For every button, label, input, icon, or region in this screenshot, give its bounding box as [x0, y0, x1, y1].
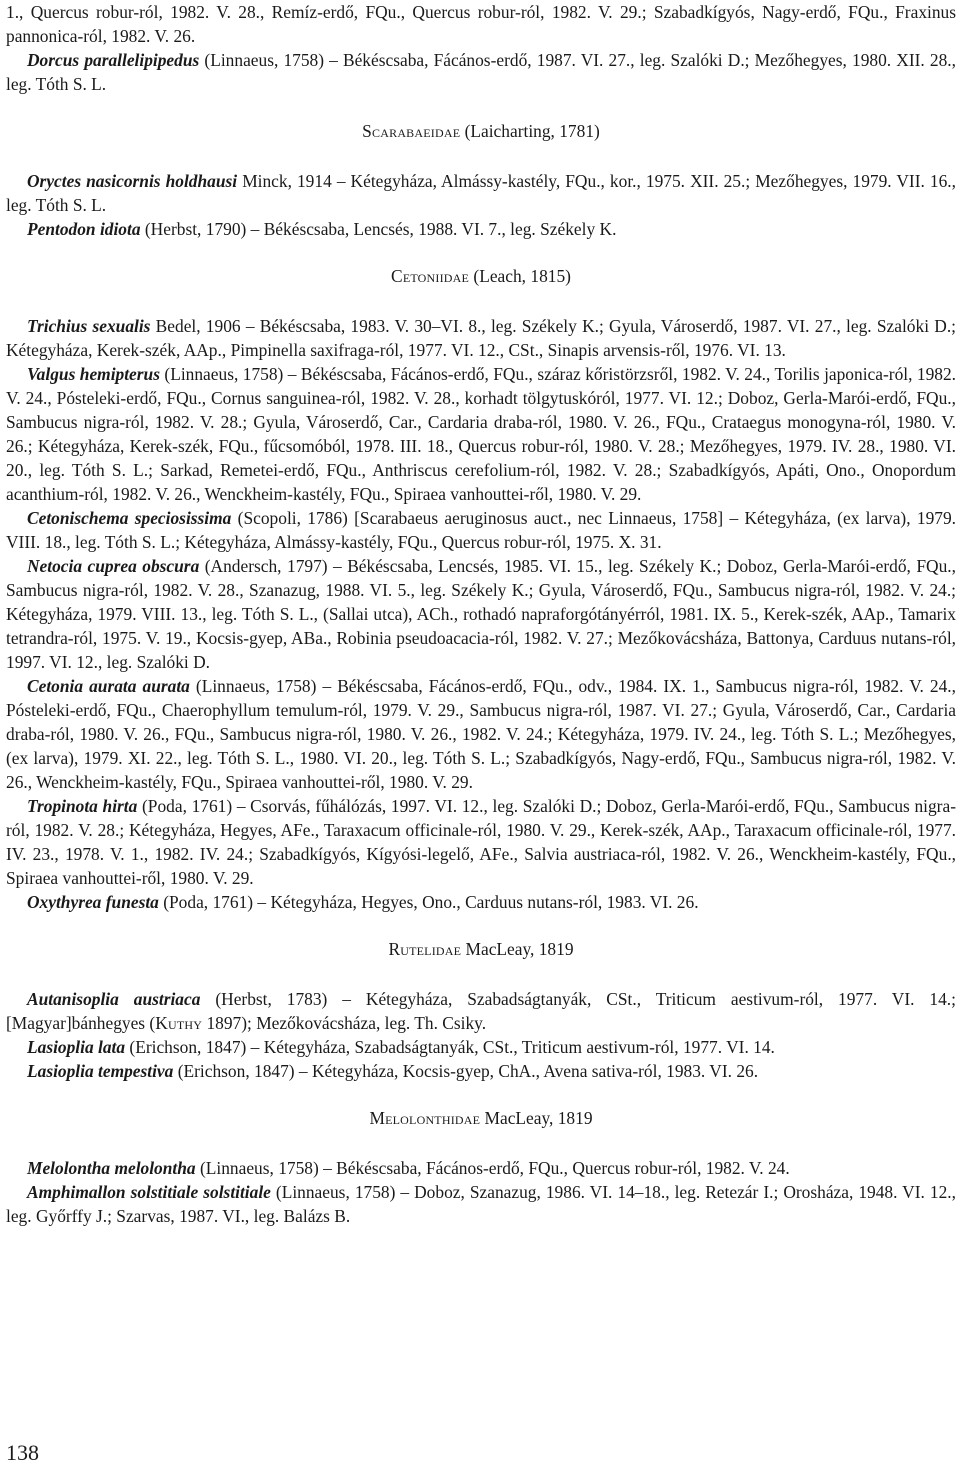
- italic-text: Sambucus nigra: [715, 676, 829, 696]
- text-run: .,: [322, 628, 337, 648]
- text-run: (Erichson, 1847) – Kétegyháza, Kocsis-gyep,: [173, 1061, 499, 1081]
- text-run: -ról, 1980. V. 26.,: [532, 412, 666, 432]
- text-run: (Linnaeus, 1758) – Békéscsaba, Fácános-erdő,: [159, 364, 494, 384]
- text-run: (Scopoli, 1786) [: [231, 508, 360, 528]
- italic-text: FQu: [916, 556, 948, 576]
- text-run: -ről, 1976. VI. 13.: [660, 340, 786, 360]
- text-run: (Linnaeus, 1758) – Békéscsaba, Fácános-erdő,: [195, 1158, 529, 1178]
- text-run: (Linnaeus, 1758) – Békéscsaba, Fácános-erdő,: [189, 676, 533, 696]
- text-run: .,: [534, 340, 548, 360]
- text-run: MacLeay, 1819: [461, 939, 574, 959]
- species-name: Valgus hemipterus: [27, 364, 160, 384]
- family-heading: [6, 241, 956, 314]
- family-name: Scarabaeidae: [362, 121, 461, 141]
- italic-text: Ono: [826, 460, 857, 480]
- text-run: -ról, 1982. V. 29.; Szabadkígyós, Nagy-erdő,: [515, 2, 849, 22]
- text-run: -ról, 1979. V. 29.,: [337, 700, 470, 720]
- text-run: .,: [947, 556, 956, 576]
- species-entry: [6, 506, 956, 554]
- italic-text: Salvia austriaca: [524, 844, 636, 864]
- text-run: -ról, 1982. V. 28., Remíz-erdő,: [133, 2, 366, 22]
- italic-text: Fraxinus pannonica: [6, 2, 957, 46]
- text-run: 1.,: [6, 2, 31, 22]
- italic-text: Taraxacum officinale: [323, 820, 472, 840]
- italic-text: FQu: [218, 436, 250, 456]
- text-run: (Laicharting, 1781): [460, 121, 600, 141]
- text-run: auct., nec Linnaeus, 1758] – Kétegyháza, (ex larva), 1979. VIII. 18., leg. Tóth S. L.; Kétegyháza, Almássy-kastély,: [6, 508, 957, 552]
- text-run: ., fűcsomóból, 1978. III. 18.,: [249, 436, 459, 456]
- text-run: Minck, 1914 – Kétegyháza, Almássy-kastély,: [237, 171, 566, 191]
- family-name: Melolonthidae: [369, 1108, 481, 1128]
- italic-text: Sambucus nigra: [6, 580, 119, 600]
- species-name: Amphimallon solstitiale solstitiale: [27, 1182, 271, 1202]
- text-run: -ról, 1982. V. 24., Pósteleki-erdő,: [6, 364, 957, 408]
- italic-text: FQu: [326, 460, 358, 480]
- text-run: .,: [947, 844, 957, 864]
- text-run: (Linnaeus, 1758) – Doboz, Szanazug, 1986. VI. 14–18., leg. Retezár I.; Orosháza, 1948. VI. 12., leg. Győrffy J.; Szarvas, 1987. VI., leg. Balázs B.: [6, 1182, 956, 1226]
- italic-text: Spiraea vanhouttei: [6, 868, 136, 888]
- text-run: -ról, 1980. V. 26.,: [44, 724, 175, 744]
- text-run: -ról, 1977. IV. 23., 1978. V. 1., 1982. IV. 24.; Szabadkígyós, Kígyósi-legelő,: [6, 820, 957, 864]
- species-entry: [6, 217, 956, 241]
- text-run: .,: [947, 388, 956, 408]
- italic-text: Cardaria draba: [427, 412, 533, 432]
- italic-text: CSt: [482, 1037, 510, 1057]
- italic-text: Triticum aestivum: [655, 989, 794, 1009]
- text-run: .,: [703, 580, 718, 600]
- text-run: .,: [396, 2, 413, 22]
- text-run: .,: [212, 772, 226, 792]
- italic-text: ACh: [416, 604, 450, 624]
- text-run: -ról, 1980. V. 28.; Mezőhegyes, 1979. IV. 28., 1980. VI. 20., leg. Tóth S. L.; Sarkad, Remetei-erdő,: [6, 436, 956, 480]
- italic-text: FQu: [174, 724, 206, 744]
- text-run: -ról, 1982. V. 24.: [671, 1158, 790, 1178]
- species-entry: [6, 314, 956, 362]
- italic-text: Sambucus nigra: [717, 580, 831, 600]
- italic-text: Crataegus monogyna: [711, 412, 861, 432]
- species-entry: [6, 362, 956, 506]
- text-run: -ról, 1982. V. 28.; Gyula, Városerdő,: [119, 412, 389, 432]
- text-run: -ról, 1982. V. 28., Szanazug, 1988. VI. 5., leg. Székely K.; Gyula, Városerdő,: [118, 580, 673, 600]
- italic-text: Carduus nutans: [465, 892, 573, 912]
- text-run: -ról, 1980. V. 26., 1982. V. 24.; Kétegyháza, 1979. IV. 24., leg. Tóth S. L.; Mezőhegyes, (ex larva), 1979. XI. 22., leg. Tóth S. L., 1980. VI. 20., leg. Tóth S. L.; Szabadkígyós, Nagy-erdő,: [6, 724, 956, 768]
- text-run: .,: [632, 989, 656, 1009]
- family-heading: [6, 914, 956, 987]
- text-run: (Leach, 1815): [469, 266, 571, 286]
- species-entry: [6, 794, 956, 890]
- text-run: -ról, 1982. V. 24.; Kétegyháza, 1979. VIII. 13., leg. Tóth S. L., (Sallai utca),: [6, 580, 957, 624]
- text-run: -ról, 1982. V. 26., Wenckheim-kastély,: [635, 844, 917, 864]
- text-run: .,: [884, 604, 899, 624]
- text-run: 1897); Mezőkovácsháza, leg. Th. Csiky.: [202, 1013, 487, 1033]
- species-entry: [6, 48, 956, 96]
- text-run: (Poda, 1761) – Csorvás, fűhálózás, 1997. VI. 12., leg. Szalóki D.; Doboz, Gerla-Marói-erdő,: [137, 796, 794, 816]
- text-run: -ról, 1982. V. 26., Wenckheim-kastély,: [78, 484, 350, 504]
- text-run: -ról, 1982. V. 27.; Mezőkovácsháza, Battonya,: [488, 628, 819, 648]
- text-run: -ról, 1982. V. 28.; Kétegyháza, Hegyes,: [6, 796, 956, 840]
- text-run: (Erichson, 1847) – Kétegyháza, Szabadságtanyák,: [125, 1037, 483, 1057]
- species-name: Netocia cuprea obscura: [27, 556, 200, 576]
- italic-text: Torilis japonica: [774, 364, 883, 384]
- species-name: Melolontha melolontha: [27, 1158, 196, 1178]
- text-run: .,: [413, 412, 428, 432]
- italic-text: CSt: [606, 989, 633, 1009]
- italic-text: Quercus robur: [441, 532, 542, 552]
- text-run: ., rothadó napraforgótányérról, 1981. IX. 5., Kerek-szék,: [449, 604, 852, 624]
- italic-text: Quercus robur: [30, 2, 134, 22]
- italic-text: AFe: [479, 844, 510, 864]
- text-run: -ról, 1980. V. 26.; Kétegyháza, Kerek-szék,: [6, 412, 957, 456]
- text-run: .,: [736, 748, 751, 768]
- italic-text: Avena sativa: [543, 1061, 633, 1081]
- text-run: (Poda, 1761) – Kétegyháza, Hegyes,: [158, 892, 423, 912]
- italic-text: Sinapis arvensis: [547, 340, 661, 360]
- italic-text: FQu: [916, 844, 948, 864]
- italic-text: FQu: [349, 484, 381, 504]
- family-name: Rutelidae: [388, 939, 462, 959]
- italic-text: FQu: [116, 700, 148, 720]
- text-run: (Linnaeus, 1758) – Békéscsaba, Fácános-erdő, 1987. VI. 27., leg. Szalóki D.; Mezőhegyes, 1980. XII. 28., leg. Tóth S. L.: [6, 50, 956, 94]
- species-name: Dorcus parallelipipedus: [27, 50, 200, 70]
- species-name: Tropinota hirta: [27, 796, 138, 816]
- paragraph: [6, 0, 956, 48]
- text-run: -ról, 1980. V. 29., Kerek-szék,: [471, 820, 688, 840]
- italic-text: FQu: [166, 388, 198, 408]
- italic-text: Chaerophyllum temulum: [161, 700, 338, 720]
- text-run: .,: [721, 820, 735, 840]
- italic-text: Sambucus nigra: [838, 796, 951, 816]
- species-name: Cetonia aurata aurata: [27, 676, 190, 696]
- italic-text: Sambucus nigra: [6, 412, 120, 432]
- italic-text: FQu: [493, 364, 525, 384]
- italic-text: FQu: [365, 2, 397, 22]
- text-run: MacLeay, 1819: [480, 1108, 593, 1128]
- text-run: -ról, 1977. VI. 14.; [Magyar]bánhegyes (: [6, 989, 956, 1033]
- italic-text: Anthriscus cerefolium: [372, 460, 531, 480]
- text-run: -ról, 1983. VI. 26.: [632, 1061, 759, 1081]
- italic-text: Quercus robur: [572, 1158, 672, 1178]
- text-run: (Herbst, 1783) – Kétegyháza, Szabadságtanyák,: [200, 989, 607, 1009]
- species-name: Trichius sexualis: [27, 316, 151, 336]
- species-name: Autanisoplia austriaca: [27, 989, 201, 1009]
- text-run: ., odv., 1984. IX. 1.,: [563, 676, 716, 696]
- species-entry: [6, 987, 956, 1035]
- species-entry: [6, 1156, 956, 1180]
- text-run: -ról, 1982. V. 26., Wenckheim-kastély,: [6, 748, 957, 792]
- italic-text: CSt: [508, 340, 535, 360]
- text-run: .,: [197, 388, 212, 408]
- species-entry: [6, 169, 956, 217]
- species-name: Cetonischema speciosissima: [27, 508, 232, 528]
- species-name: Oryctes nasicornis holdhausi: [27, 171, 238, 191]
- species-name: Lasioplia tempestiva: [27, 1061, 174, 1081]
- family-name: Cetoniidae: [391, 266, 470, 286]
- text-run: (Andersch, 1797) – Békéscsaba, Lencsés, 1985. VI. 15., leg. Székely K.; Doboz, Gerla-Marói-erdő,: [199, 556, 917, 576]
- text-run: -ról, 1977. VI. 14.: [649, 1037, 775, 1057]
- italic-text: Car: [857, 700, 882, 720]
- text-run: -ről, 1980. V. 29.: [355, 772, 473, 792]
- italic-text: FQu: [672, 580, 704, 600]
- species-entry: [6, 1180, 956, 1228]
- italic-text: AFe: [280, 820, 311, 840]
- italic-text: Carduus nutans: [818, 628, 927, 648]
- species-entry: [6, 1035, 956, 1059]
- species-entry: [6, 890, 956, 914]
- italic-text: FQu: [397, 532, 429, 552]
- italic-text: FQu: [705, 748, 737, 768]
- text-run: ., száraz kőristörzsről, 1982. V. 24.,: [524, 364, 775, 384]
- text-run: .,: [452, 892, 466, 912]
- italic-text: Scarabaeus aeruginosus: [359, 508, 528, 528]
- italic-text: AAp: [851, 604, 885, 624]
- italic-text: ChA: [498, 1061, 532, 1081]
- italic-text: Cardaria draba: [6, 700, 956, 744]
- text-run: .,: [879, 2, 896, 22]
- family-heading: [6, 96, 956, 169]
- text-run: .,: [310, 820, 324, 840]
- text-run: -ról, 1983. VI. 26.: [572, 892, 699, 912]
- italic-text: Robinia pseudoacacia: [336, 628, 489, 648]
- italic-text: Taraxacum officinale: [734, 820, 883, 840]
- text-run: -ről, 1980. V. 29.: [135, 868, 254, 888]
- text-run: .,: [428, 532, 442, 552]
- italic-text: FQu: [916, 388, 948, 408]
- italic-text: Quercus robur: [412, 2, 516, 22]
- italic-text: Ono: [422, 892, 453, 912]
- italic-text: Sambucus nigra: [469, 700, 583, 720]
- italic-text: FQu: [665, 412, 697, 432]
- text-run: .,: [380, 484, 394, 504]
- italic-text: FQu: [848, 2, 880, 22]
- text-run: -ról, 1982. V. 24., Pósteleki-erdő,: [6, 676, 956, 720]
- italic-text: Onopordum acanthium: [6, 460, 957, 504]
- text-run: -ról, 1987. VI. 27.; Gyula, Városerdő,: [582, 700, 858, 720]
- text-run: .,: [509, 844, 525, 864]
- italic-text: Sambucus nigra: [750, 748, 863, 768]
- text-run: .,: [509, 1037, 522, 1057]
- text-run: Bedel, 1906 – Békéscsaba, 1983. V. 30–VI. 8., leg. Székely K.; Gyula, Városerdő, 1987. VI. 27., leg. Szalóki D.; Kétegyháza, Kerek-szék,: [6, 316, 956, 360]
- italic-text: Sambucus nigra: [219, 724, 332, 744]
- italic-text: AAp: [183, 340, 218, 360]
- text-run: .,: [147, 700, 162, 720]
- species-entry: [6, 1059, 956, 1083]
- italic-text: Tamarix tetrandra: [6, 604, 957, 648]
- text-run: ., kor., 1975. XII. 25.; Mezőhegyes, 1979. VII. 16., leg. Tóth S. L.: [6, 171, 956, 215]
- italic-text: Cornus sanguinea: [211, 388, 336, 408]
- text-run: .,: [696, 412, 712, 432]
- text-run: .,: [824, 796, 839, 816]
- text-run: -ról, 1975. V. 19., Kocsis-gyep,: [67, 628, 292, 648]
- italic-text: FQu: [528, 1158, 560, 1178]
- italic-text: Triticum aestivum: [521, 1037, 650, 1057]
- text-run: .,: [856, 460, 872, 480]
- italic-text: Spiraea vanhouttei: [393, 484, 524, 504]
- text-run: -ról, 1982. V. 26.: [77, 26, 196, 46]
- text-run: .,: [205, 724, 220, 744]
- text-run: .,: [559, 1158, 573, 1178]
- italic-text: Pimpinella saxifraga: [230, 340, 374, 360]
- italic-text: FQu: [532, 676, 564, 696]
- text-run: -ról, 1982. V. 28., korhadt tölgytuskóról, 1977. VI. 12.; Doboz, Gerla-Marói-erdő,: [335, 388, 917, 408]
- text-run: -ról, 1975. X. 31.: [541, 532, 662, 552]
- italic-text: FQu: [181, 772, 213, 792]
- italic-text: Spiraea vanhouttei: [225, 772, 356, 792]
- family-heading: [6, 1083, 956, 1156]
- italic-text: Quercus robur: [458, 436, 559, 456]
- italic-text: FQu: [793, 796, 825, 816]
- document-page: [6, 0, 956, 1228]
- italic-text: ABa: [291, 628, 323, 648]
- text-run: -ról, 1977. VI. 12.,: [374, 340, 509, 360]
- text-run: .,: [217, 340, 231, 360]
- italic-text: FQu: [565, 171, 597, 191]
- italic-text: Car: [388, 412, 414, 432]
- text-run: .,: [881, 700, 897, 720]
- author-name: Kuthy: [155, 1013, 203, 1033]
- text-run: .,: [531, 1061, 544, 1081]
- text-run: -ról, 1982. V. 28.; Szabadkígyós, Apáti,: [530, 460, 827, 480]
- text-run: -ről, 1980. V. 29.: [523, 484, 642, 504]
- species-name: Oxythyrea funesta: [27, 892, 159, 912]
- species-name: Lasioplia lata: [27, 1037, 126, 1057]
- text-run: .,: [357, 460, 373, 480]
- italic-text: AAp: [687, 820, 722, 840]
- species-entry: [6, 554, 956, 674]
- text-run: (Herbst, 1790) – Békéscsaba, Lencsés, 1988. VI. 7., leg. Székely K.: [140, 219, 617, 239]
- page-number: 138: [6, 1440, 39, 1465]
- text-run: -ról, 1997. VI. 12., leg. Szalóki D.: [6, 628, 957, 672]
- species-name: Pentodon idiota: [27, 219, 141, 239]
- species-entry: [6, 674, 956, 794]
